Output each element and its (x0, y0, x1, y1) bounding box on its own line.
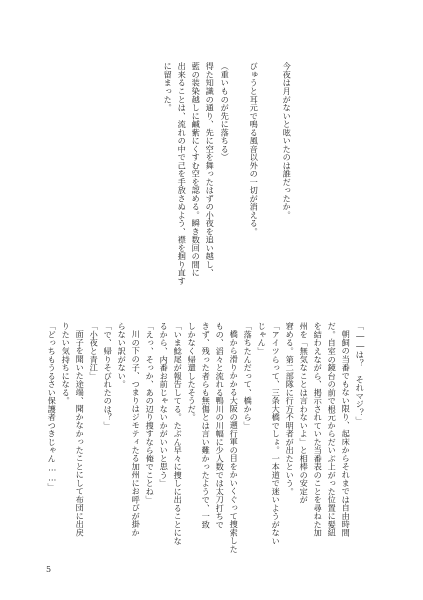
text-column: 「えっ、そっか、あの辺り捜すなら俺でことね」 (145, 322, 156, 504)
page-number: 5 (46, 565, 52, 574)
text-column: 面子を聞いた途端、聞かなかったことにして布団に出戻 (75, 330, 86, 537)
text-column: じゃん」 (257, 322, 268, 356)
text-column: びゅうと耳元で鳴る風音以外の一切が消える。 (249, 62, 260, 236)
text-column: らない訳がない。 (117, 322, 128, 389)
text-column: 「どっちもうるさい保護者つきじゃん……」 (47, 322, 58, 491)
text-column: 藍の装染越しに鹹紫にくすむ空を認める。瞬き数回の間に (191, 62, 202, 277)
text-column: 今夜は月がないと呟いたのは誰だったか。 (282, 62, 293, 219)
text-column: 「いま鯰尾が報告してる。たぶん早々に捜しに出ることにな (173, 322, 184, 546)
text-column: るから、内番お前じゃないかがいいと思う」 (159, 322, 170, 488)
text-column: 「アイツらって、三条大橋でしょ。一本道で迷いようがない (271, 322, 282, 546)
text-column: 「で、帰りそびれたのは？」 (103, 322, 114, 430)
text-column: を結わえながら、掲示されていた当番表のことを尋ねた加 (313, 322, 324, 537)
text-column: 「――は？ それマジ？」 (355, 322, 366, 425)
text-column: しかなく帰還したそうだ。 (187, 322, 198, 422)
text-column: だ。自室の鏡台の前で根元からだいぶ上がった位置に髪紐 (327, 322, 338, 537)
text-column: 得た知識の通り、先に空を舞ったはずの小夜を追い越し、 (205, 62, 216, 277)
text-column: に留まった。 (163, 62, 174, 112)
text-column: 「落ちたんだって、橋から」 (243, 322, 254, 430)
text-column: 朝飼の当番でもない限り、起床からそれまでは自由時間 (341, 330, 352, 537)
text-column: 窘める。第二部隊に行方不明者が出たという。 (285, 322, 296, 496)
text-column: 「小夜と青江」 (89, 322, 100, 380)
text-column: （重いものが先に落ちる） (220, 62, 231, 162)
text-column: 橋から滑りかかる大阪の遡行軍の目をかいくぐって捜索した (229, 330, 240, 554)
text-column: 州を「無気なことは言わないよ」と相棒の安定が (299, 322, 310, 504)
text-column: 川の下の子、つまりはジモティたる加州にお呼びが掛か (131, 330, 142, 537)
text-column: 出来ることは、流れの中で己を手放さぬよう、襟を掴り直す (177, 62, 188, 286)
text-column: きず、残った者らも無傷とは言い難かったようで、一致 (201, 322, 212, 529)
text-column: りたい気持ちになる。 (61, 322, 72, 405)
text-column: もの、滔々と流れる鴨川の川幅に少人数では太刀打ちで (215, 322, 226, 529)
